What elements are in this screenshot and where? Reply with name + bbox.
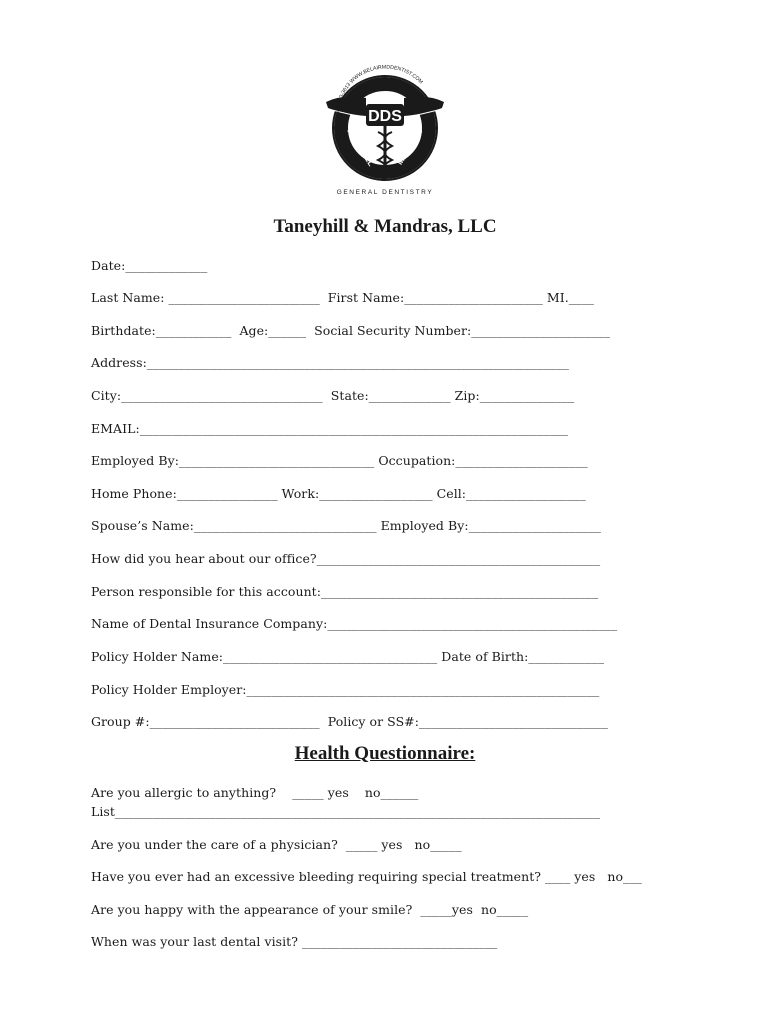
svg-text:TANEYHILL: TANEYHILL — [344, 125, 376, 168]
field-responsible-person[interactable]: Person responsible for this account:____________________________________________ — [91, 584, 599, 599]
field-allergy-list[interactable]: List_____________________________________________________________________________ — [91, 804, 601, 819]
field-email[interactable]: EMAIL:____________________________________________________________________ — [91, 421, 569, 436]
section-title-health: Health Questionnaire: — [294, 743, 476, 764]
question-physician[interactable]: Are you under the care of a physician? _____ yes no_____ — [91, 837, 462, 852]
field-employed-by[interactable]: Employed By:_______________________________ Occupation:_____________________ — [91, 453, 588, 468]
dds-logo — [322, 58, 448, 198]
field-policy-employer[interactable]: Policy Holder Employer:________________________________________________________ — [91, 682, 600, 697]
field-birthdate[interactable]: Birthdate:____________ Age:______ Social Security Number:______________________ — [91, 323, 610, 338]
svg-text:DDS: DDS — [368, 108, 402, 125]
svg-text:MANDRAS: MANDRAS — [395, 126, 425, 167]
svg-text:410-893-3613 WWW.BELAIRMDDENTI: 410-893-3613 WWW.BELAIRMDDENTIST.COM — [334, 64, 424, 115]
field-address[interactable]: Address:___________________________________________________________________ — [91, 355, 569, 370]
field-referral[interactable]: How did you hear about our office?_____________________________________________ — [91, 551, 601, 566]
field-policy-holder[interactable]: Policy Holder Name:__________________________________ Date of Birth:____________ — [91, 649, 604, 664]
company-name: Taneyhill & Mandras, LLC — [273, 216, 497, 237]
question-last-visit[interactable]: When was your last dental visit? _______________________________ — [91, 934, 498, 949]
field-city[interactable]: City:________________________________ State:_____________ Zip:_______________ — [91, 388, 575, 403]
field-date[interactable]: Date:_____________ — [91, 258, 208, 273]
field-insurance-company[interactable]: Name of Dental Insurance Company:______________________________________________ — [91, 616, 618, 631]
question-allergic[interactable]: Are you allergic to anything? _____ yes no______ — [91, 785, 419, 800]
question-bleeding[interactable]: Have you ever had an excessive bleeding requiring special treatment? ____ yes no___ — [91, 869, 642, 884]
field-spouse[interactable]: Spouse’s Name:_____________________________ Employed By:_____________________ — [91, 518, 601, 533]
svg-text:GENERAL DENTISTRY: GENERAL DENTISTRY — [336, 189, 434, 196]
field-name[interactable]: Last Name: ________________________ First Name:______________________ MI.____ — [91, 290, 594, 305]
field-phones[interactable]: Home Phone:________________ Work:__________________ Cell:___________________ — [91, 486, 586, 501]
question-smile[interactable]: Are you happy with the appearance of your smile? _____yes no_____ — [91, 902, 529, 917]
field-group-policy[interactable]: Group #:___________________________ Policy or SS#:______________________________ — [91, 714, 608, 729]
